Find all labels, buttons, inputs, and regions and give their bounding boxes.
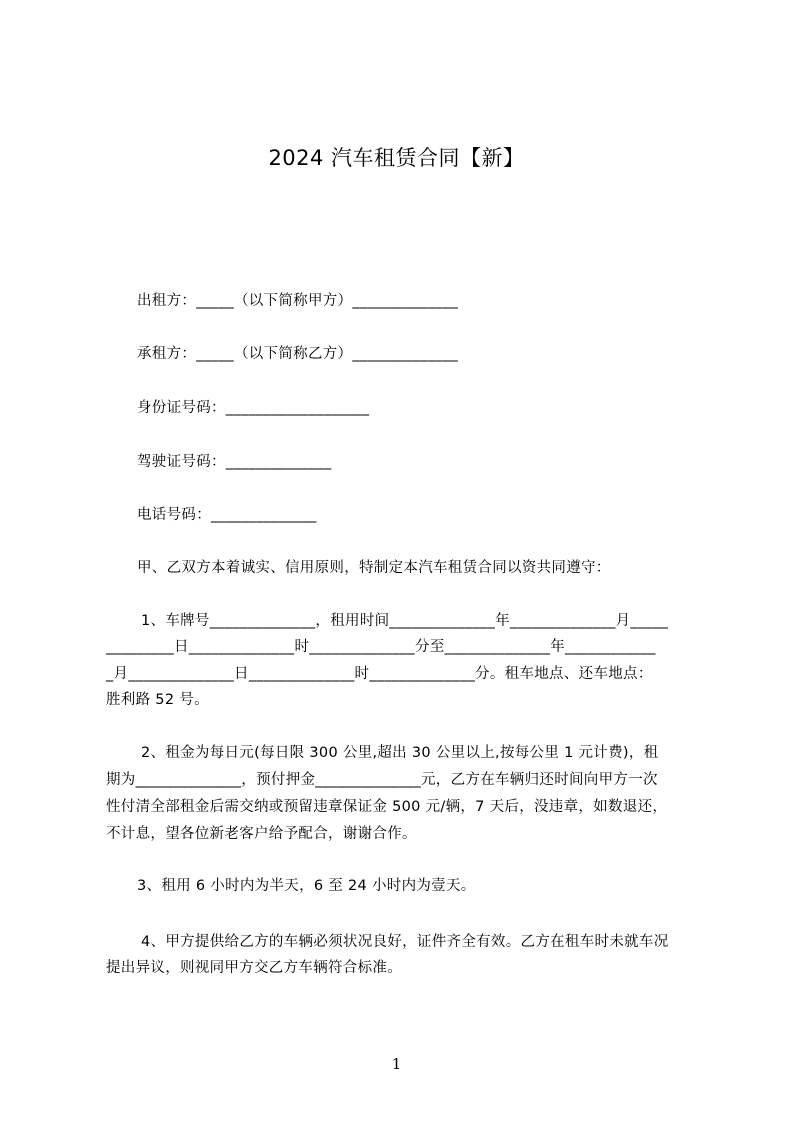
lessee-line: 承租方：_____（以下简称乙方）______________ [137,346,459,362]
clause-4-line-1: 4、甲方提供给乙方的车辆必须状况良好，证件齐全有效。乙方在租车时未就车况 [141,934,669,950]
clause-3-line-1: 3、租用 6 小时内为半天，6 至 24 小时内为壹天。 [137,878,476,894]
clause-2-line-1: 2、租金为每日元(每日限 300 公里,超出 30 公里以上,按每公里 1 元计费)，租 [141,745,659,761]
clause-4-line-2: 提出异议，则视同甲方交乙方车辆符合标准。 [106,960,402,976]
clause-1-line-4: 胜利路 52 号。 [106,692,209,708]
lessor-line: 出租方：_____（以下简称甲方）______________ [137,293,459,309]
clause-1-line-3: _月______________日______________时______________分。租车地点、还车地点： [106,666,653,682]
clause-1-line-2: _________日______________时______________分至______________年____________ [106,639,656,655]
clause-2-line-3: 性付清全部租金后需交纳或预留违章保证金 500 元/辆，7 天后，没违章，如数退还， [106,799,668,815]
clause-2-line-4: 不计息，望各位新老客户给予配合，谢谢合作。 [106,826,417,842]
phone-line: 电话号码：______________ [137,507,317,523]
page-number: 1 [391,1055,402,1073]
license-number-line: 驾驶证号码：______________ [137,454,332,470]
id-number-line: 身份证号码：___________________ [137,400,370,416]
clause-1-line-1: 1、车牌号______________，租用时间______________年______________月_____ [141,613,669,629]
document-title: 2024 汽车租赁合同【新】 [268,146,525,170]
clause-2-line-2: 期为______________，预付押金______________元，乙方在车辆归还时间向甲方一次 [106,772,658,788]
preamble-paragraph: 甲、乙双方本着诚实、信用原则，特制定本汽车租赁合同以资共同遵守： [137,560,611,576]
